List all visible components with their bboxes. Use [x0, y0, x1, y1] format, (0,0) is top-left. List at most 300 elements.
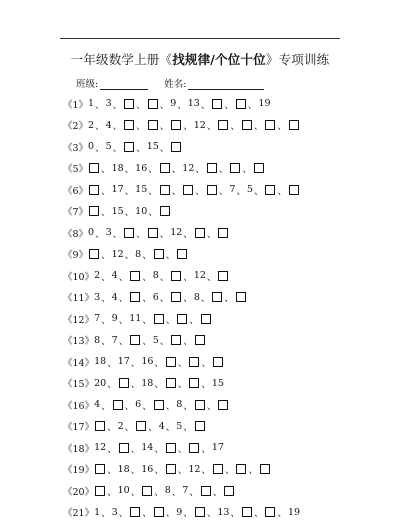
sequence-number: 17: [212, 442, 224, 453]
separator: 、: [201, 97, 211, 111]
sequence-number: 9: [176, 507, 182, 518]
sequence-number: 16: [141, 464, 153, 475]
separator: 、: [254, 118, 264, 132]
separator: 、: [131, 441, 141, 455]
top-rule: [60, 38, 340, 39]
answer-box[interactable]: [113, 400, 123, 410]
separator: 、: [101, 161, 111, 175]
sequence-number: 10: [118, 485, 130, 496]
separator: 、: [183, 269, 193, 283]
separator: 、: [113, 97, 123, 111]
answer-box[interactable]: [89, 206, 99, 216]
answer-box[interactable]: [154, 249, 164, 259]
answer-box[interactable]: [236, 464, 246, 474]
title-topic: 找规律/个位十位: [172, 52, 266, 67]
exercise-number: 《16》: [63, 398, 94, 412]
separator: 、: [178, 441, 188, 455]
answer-box[interactable]: [218, 120, 228, 130]
answer-box[interactable]: [160, 163, 170, 173]
exercise-row: [63, 351, 383, 373]
separator: 、: [178, 376, 188, 390]
sequence-number: 12: [170, 227, 182, 238]
sequence-number: 5: [247, 184, 253, 195]
sequence-number: 15: [147, 141, 159, 152]
separator: 、: [101, 505, 111, 519]
sequence-number: 3: [94, 292, 100, 303]
title-prefix: 一年级数学上册《: [71, 52, 173, 67]
exercise-row: [63, 373, 383, 395]
exercise-row: [63, 502, 383, 523]
separator: 、: [160, 269, 170, 283]
exercise-number: 《12》: [63, 312, 94, 326]
sequence-number: 19: [258, 98, 270, 109]
sequence-number: 8: [176, 399, 182, 410]
separator: 、: [201, 441, 211, 455]
answer-box[interactable]: [213, 357, 223, 367]
separator: 、: [136, 140, 146, 154]
separator: 、: [136, 226, 146, 240]
answer-box[interactable]: [171, 271, 181, 281]
student-info: [76, 76, 264, 90]
sequence-number: 11: [129, 313, 141, 324]
sequence-number: 5: [106, 141, 112, 152]
sequence-number: 20: [94, 378, 106, 389]
separator: 、: [183, 505, 193, 519]
exercise-number: 《21》: [63, 505, 94, 519]
separator: 、: [125, 419, 135, 433]
sequence-number: 18: [141, 378, 153, 389]
separator: 、: [230, 505, 240, 519]
sequence-number: 12: [194, 120, 206, 131]
separator: 、: [224, 290, 234, 304]
sequence-number: 4: [94, 399, 100, 410]
answer-box[interactable]: [130, 271, 140, 281]
separator: 、: [207, 269, 217, 283]
sequence-number: 18: [94, 356, 106, 367]
separator: 、: [207, 398, 217, 412]
sequence-number: 15: [135, 184, 147, 195]
sequence-number: 8: [194, 292, 200, 303]
answer-box[interactable]: [160, 206, 170, 216]
exercise-number: 《15》: [63, 376, 94, 390]
answer-box[interactable]: [95, 421, 105, 431]
answer-box[interactable]: [89, 185, 99, 195]
separator: 、: [183, 398, 193, 412]
separator: 、: [95, 118, 105, 132]
separator: 、: [201, 376, 211, 390]
separator: 、: [101, 290, 111, 304]
sequence-number: 5: [176, 421, 182, 432]
separator: 、: [95, 140, 105, 154]
separator: 、: [131, 484, 141, 498]
separator: 、: [183, 290, 193, 304]
answer-box[interactable]: [189, 378, 199, 388]
sequence-number: 4: [159, 421, 165, 432]
class-label: 班级:: [76, 76, 98, 90]
separator: 、: [254, 505, 264, 519]
separator: 、: [219, 183, 229, 197]
separator: 、: [142, 312, 152, 326]
separator: 、: [154, 376, 164, 390]
exercise-row: [63, 93, 383, 115]
sequence-number: 9: [170, 98, 176, 109]
name-label: 姓名:: [164, 76, 186, 90]
answer-box[interactable]: [260, 464, 270, 474]
answer-box[interactable]: [142, 486, 152, 496]
separator: 、: [131, 376, 141, 390]
sequence-number: 8: [165, 485, 171, 496]
separator: 、: [183, 118, 193, 132]
exercise-row: [63, 330, 383, 352]
exercise-number: 《5》: [63, 161, 88, 175]
sequence-number: 2: [88, 120, 94, 131]
answer-box[interactable]: [148, 99, 158, 109]
exercise-number: 《13》: [63, 333, 94, 347]
answer-box[interactable]: [130, 335, 140, 345]
separator: 、: [166, 419, 176, 433]
sequence-number: 4: [106, 120, 112, 131]
separator: 、: [183, 226, 193, 240]
exercise-row: [63, 265, 383, 287]
sequence-number: 2: [118, 421, 124, 432]
separator: 、: [207, 226, 217, 240]
separator: 、: [166, 505, 176, 519]
sequence-number: 13: [217, 507, 229, 518]
exercise-number: 《18》: [63, 441, 94, 455]
exercise-row: [63, 459, 383, 481]
separator: 、: [160, 118, 170, 132]
separator: 、: [107, 484, 117, 498]
answer-box[interactable]: [212, 99, 222, 109]
answer-box[interactable]: [177, 314, 187, 324]
answer-box[interactable]: [95, 486, 105, 496]
sequence-number: 18: [118, 464, 130, 475]
answer-box[interactable]: [148, 120, 158, 130]
sequence-number: 15: [112, 206, 124, 217]
separator: 、: [160, 97, 170, 111]
sequence-number: 1: [88, 98, 94, 109]
answer-box[interactable]: [119, 443, 129, 453]
answer-box[interactable]: [166, 378, 176, 388]
answer-box[interactable]: [89, 163, 99, 173]
separator: 、: [195, 183, 205, 197]
answer-box[interactable]: [183, 185, 193, 195]
separator: 、: [160, 140, 170, 154]
answer-box[interactable]: [124, 120, 134, 130]
sequence-number: 8: [153, 270, 159, 281]
answer-box[interactable]: [89, 249, 99, 259]
separator: 、: [219, 161, 229, 175]
exercise-number: 《14》: [63, 355, 94, 369]
separator: 、: [178, 462, 188, 476]
sequence-number: 16: [135, 163, 147, 174]
answer-box[interactable]: [124, 228, 134, 238]
separator: 、: [236, 183, 246, 197]
sequence-number: 7: [229, 184, 235, 195]
sequence-number: 12: [188, 464, 200, 475]
separator: 、: [113, 226, 123, 240]
sequence-number: 19: [288, 507, 300, 518]
exercise-row: [63, 287, 383, 309]
separator: 、: [125, 247, 135, 261]
separator: 、: [136, 97, 146, 111]
separator: 、: [154, 355, 164, 369]
answer-box[interactable]: [166, 443, 176, 453]
sequence-number: 4: [112, 270, 118, 281]
sequence-number: 2: [94, 270, 100, 281]
exercise-row: [63, 308, 383, 330]
sequence-number: 12: [112, 249, 124, 260]
answer-box[interactable]: [236, 99, 246, 109]
separator: 、: [172, 484, 182, 498]
sequence-number: 17: [118, 356, 130, 367]
separator: 、: [107, 441, 117, 455]
sequence-number: 7: [182, 485, 188, 496]
answer-box[interactable]: [166, 357, 176, 367]
answer-box[interactable]: [171, 120, 181, 130]
separator: 、: [183, 419, 193, 433]
separator: 、: [160, 290, 170, 304]
separator: 、: [177, 97, 187, 111]
sequence-number: 4: [112, 292, 118, 303]
separator: 、: [277, 505, 287, 519]
separator: 、: [101, 333, 111, 347]
separator: 、: [230, 118, 240, 132]
separator: 、: [166, 312, 176, 326]
exercise-number: 《2》: [63, 118, 88, 132]
sequence-number: 3: [112, 507, 118, 518]
answer-box[interactable]: [195, 400, 205, 410]
separator: 、: [183, 333, 193, 347]
sequence-number: 3: [106, 227, 112, 238]
separator: 、: [113, 140, 123, 154]
separator: 、: [201, 355, 211, 369]
answer-box[interactable]: [207, 185, 217, 195]
separator: 、: [148, 183, 158, 197]
separator: 、: [189, 312, 199, 326]
answer-box[interactable]: [171, 292, 181, 302]
sequence-number: 15: [212, 378, 224, 389]
answer-box[interactable]: [124, 99, 134, 109]
answer-box[interactable]: [218, 271, 228, 281]
answer-box[interactable]: [166, 464, 176, 474]
separator: 、: [142, 269, 152, 283]
sequence-number: 12: [94, 442, 106, 453]
answer-box[interactable]: [218, 400, 228, 410]
class-field[interactable]: [100, 79, 148, 90]
exercise-row: [63, 179, 383, 201]
answer-box[interactable]: [171, 142, 181, 152]
answer-box[interactable]: [289, 120, 299, 130]
title-suffix: 》专项训练: [266, 52, 330, 67]
separator: 、: [125, 161, 135, 175]
answer-box[interactable]: [213, 464, 223, 474]
exercise-row: [63, 244, 383, 266]
separator: 、: [160, 226, 170, 240]
sequence-number: 16: [141, 356, 153, 367]
separator: 、: [148, 204, 158, 218]
separator: 、: [101, 312, 111, 326]
sequence-number: 1: [94, 507, 100, 518]
sequence-number: 6: [153, 292, 159, 303]
separator: 、: [172, 161, 182, 175]
answer-box[interactable]: [218, 228, 228, 238]
separator: 、: [119, 333, 129, 347]
separator: 、: [142, 505, 152, 519]
exercise-number: 《9》: [63, 247, 88, 261]
separator: 、: [119, 269, 129, 283]
exercise-list: [63, 93, 383, 523]
separator: 、: [142, 247, 152, 261]
answer-box[interactable]: [136, 421, 146, 431]
answer-box[interactable]: [189, 357, 199, 367]
answer-box[interactable]: [124, 142, 134, 152]
sequence-number: 6: [135, 399, 141, 410]
sequence-number: 3: [106, 98, 112, 109]
separator: 、: [213, 484, 223, 498]
sequence-number: 5: [153, 335, 159, 346]
separator: 、: [277, 118, 287, 132]
separator: 、: [166, 398, 176, 412]
exercise-row: [63, 416, 383, 438]
separator: 、: [178, 355, 188, 369]
separator: 、: [242, 161, 252, 175]
answer-box[interactable]: [201, 486, 211, 496]
exercise-number: 《20》: [63, 484, 94, 498]
exercise-number: 《19》: [63, 462, 94, 476]
exercise-number: 《10》: [63, 269, 94, 283]
sequence-number: 8: [94, 335, 100, 346]
sequence-number: 0: [88, 227, 94, 238]
answer-box[interactable]: [236, 292, 246, 302]
sequence-number: 13: [188, 98, 200, 109]
answer-box[interactable]: [160, 185, 170, 195]
answer-box[interactable]: [207, 163, 217, 173]
sequence-number: 7: [112, 335, 118, 346]
answer-box[interactable]: [171, 335, 181, 345]
answer-box[interactable]: [154, 314, 164, 324]
separator: 、: [131, 355, 141, 369]
separator: 、: [107, 462, 117, 476]
exercise-number: 《7》: [63, 204, 88, 218]
separator: 、: [148, 161, 158, 175]
answer-box[interactable]: [189, 443, 199, 453]
separator: 、: [101, 204, 111, 218]
answer-box[interactable]: [212, 292, 222, 302]
answer-box[interactable]: [119, 378, 129, 388]
answer-box[interactable]: [242, 120, 252, 130]
separator: 、: [101, 183, 111, 197]
separator: 、: [148, 419, 158, 433]
separator: 、: [189, 484, 199, 498]
separator: 、: [154, 462, 164, 476]
answer-box[interactable]: [195, 335, 205, 345]
separator: 、: [160, 333, 170, 347]
separator: 、: [142, 333, 152, 347]
answer-box[interactable]: [130, 292, 140, 302]
exercise-number: 《1》: [63, 97, 88, 111]
exercise-number: 《17》: [63, 419, 94, 433]
sequence-number: 14: [141, 442, 153, 453]
separator: 、: [125, 398, 135, 412]
name-field[interactable]: [188, 79, 264, 90]
answer-box[interactable]: [201, 314, 211, 324]
separator: 、: [248, 462, 258, 476]
sequence-number: 18: [112, 163, 124, 174]
exercise-row: [63, 201, 383, 223]
sequence-number: 7: [94, 313, 100, 324]
separator: 、: [172, 183, 182, 197]
separator: 、: [225, 462, 235, 476]
separator: 、: [95, 226, 105, 240]
exercise-row: [63, 394, 383, 416]
answer-box[interactable]: [224, 486, 234, 496]
separator: 、: [201, 462, 211, 476]
exercise-number: 《3》: [63, 140, 88, 154]
exercise-number: 《11》: [63, 290, 94, 304]
page-title: [0, 50, 400, 68]
separator: 、: [207, 505, 217, 519]
answer-box[interactable]: [148, 228, 158, 238]
exercise-row: [63, 158, 383, 180]
exercise-number: 《8》: [63, 226, 88, 240]
separator: 、: [119, 312, 129, 326]
separator: 、: [107, 419, 117, 433]
separator: 、: [107, 355, 117, 369]
separator: 、: [95, 97, 105, 111]
answer-box[interactable]: [154, 400, 164, 410]
answer-box[interactable]: [195, 421, 205, 431]
separator: 、: [131, 462, 141, 476]
separator: 、: [142, 290, 152, 304]
separator: 、: [207, 118, 217, 132]
separator: 、: [254, 183, 264, 197]
separator: 、: [166, 247, 176, 261]
sequence-number: 9: [112, 313, 118, 324]
answer-box[interactable]: [177, 249, 187, 259]
separator: 、: [277, 183, 287, 197]
answer-box[interactable]: [95, 464, 105, 474]
separator: 、: [119, 290, 129, 304]
separator: 、: [136, 118, 146, 132]
answer-box[interactable]: [289, 185, 299, 195]
separator: 、: [195, 161, 205, 175]
answer-box[interactable]: [230, 163, 240, 173]
answer-box[interactable]: [265, 120, 275, 130]
sequence-number: 0: [88, 141, 94, 152]
separator: 、: [125, 183, 135, 197]
separator: 、: [154, 484, 164, 498]
separator: 、: [154, 441, 164, 455]
separator: 、: [224, 97, 234, 111]
answer-box[interactable]: [195, 228, 205, 238]
separator: 、: [107, 376, 117, 390]
separator: 、: [101, 398, 111, 412]
separator: 、: [125, 204, 135, 218]
exercise-row: [63, 480, 383, 502]
separator: 、: [201, 290, 211, 304]
answer-box[interactable]: [254, 163, 264, 173]
separator: 、: [119, 505, 129, 519]
sequence-number: 10: [135, 206, 147, 217]
exercise-number: 《6》: [63, 183, 88, 197]
answer-box[interactable]: [265, 185, 275, 195]
separator: 、: [113, 118, 123, 132]
exercise-row: [63, 437, 383, 459]
sequence-number: 17: [112, 184, 124, 195]
exercise-row: [63, 136, 383, 158]
exercise-row: [63, 222, 383, 244]
